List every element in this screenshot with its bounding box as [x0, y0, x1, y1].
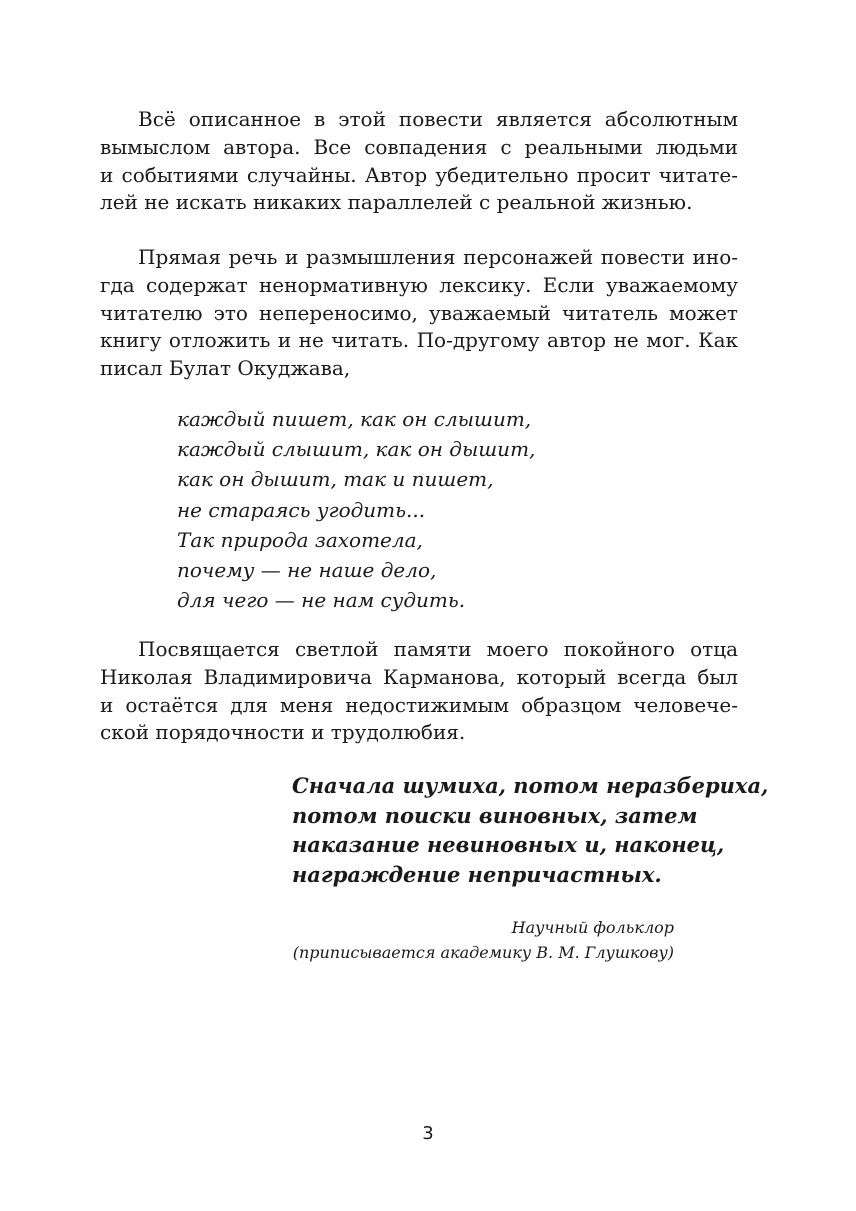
- attribution-author: (приписывается академику В. М. Глушкову): [292, 942, 674, 962]
- poem-line: почему — не наше дело,: [177, 558, 437, 583]
- page-number: 3: [422, 1123, 434, 1144]
- poem-line: для чего — не нам судить.: [177, 588, 466, 613]
- disclaimer-paragraph: [100, 106, 738, 217]
- language-note-line: Прямая речь и размышления персонажей повести ино-: [138, 245, 738, 269]
- dedication-line: ской порядочности и трудолюбия.: [100, 720, 466, 745]
- dedication-line: и остаётся для меня недостижимым образцом человече-: [100, 692, 738, 717]
- poem-quote: [177, 404, 535, 615]
- language-note-line: писал Булат Окуджава,: [100, 356, 351, 381]
- epigraph: [292, 771, 768, 889]
- poem-line: как он дышит, так и пишет,: [177, 467, 494, 492]
- poem-line: не стараясь угодить...: [177, 497, 426, 522]
- epigraph-line: потом поиски виновных, затем: [292, 802, 698, 828]
- language-note-paragraph: [100, 244, 738, 383]
- language-note-line: книгу отложить и не читать. По-другому автор не мог. Как: [100, 328, 738, 353]
- poem-line: каждый пишет, как он слышит,: [177, 407, 532, 431]
- language-note-line: гда содержат ненормативную лексику. Если уважаемому: [100, 272, 738, 297]
- epigraph-line: Сначала шумиха, потом неразбериха,: [292, 773, 769, 798]
- disclaimer-line: вымыслом автора. Все совпадения с реальными людьми: [100, 134, 738, 159]
- dedication-paragraph: [100, 636, 738, 747]
- attribution-source: Научный фольклор: [511, 918, 674, 937]
- dedication-line: Николая Владимировича Карманова, который всегда был: [100, 664, 738, 689]
- disclaimer-line: Всё описанное в этой повести является абсолютным: [138, 107, 738, 131]
- disclaimer-line: и событиями случайны. Автор убедительно просит читате-: [100, 162, 738, 187]
- poem-line: каждый слышит, как он дышит,: [177, 437, 536, 462]
- epigraph-line: наказание невиновных и, наконец,: [292, 832, 725, 857]
- epigraph-attribution: [293, 916, 674, 965]
- poem-line: Так природа захотела,: [177, 527, 423, 552]
- disclaimer-line: лей не искать никаких параллелей с реальной жизнью.: [100, 190, 693, 215]
- epigraph-line: награждение непричастных.: [292, 861, 662, 887]
- language-note-line: читателю это непереносимо, уважаемый читатель может: [100, 300, 738, 325]
- dedication-line: Посвящается светлой памяти моего покойного отца: [138, 637, 738, 661]
